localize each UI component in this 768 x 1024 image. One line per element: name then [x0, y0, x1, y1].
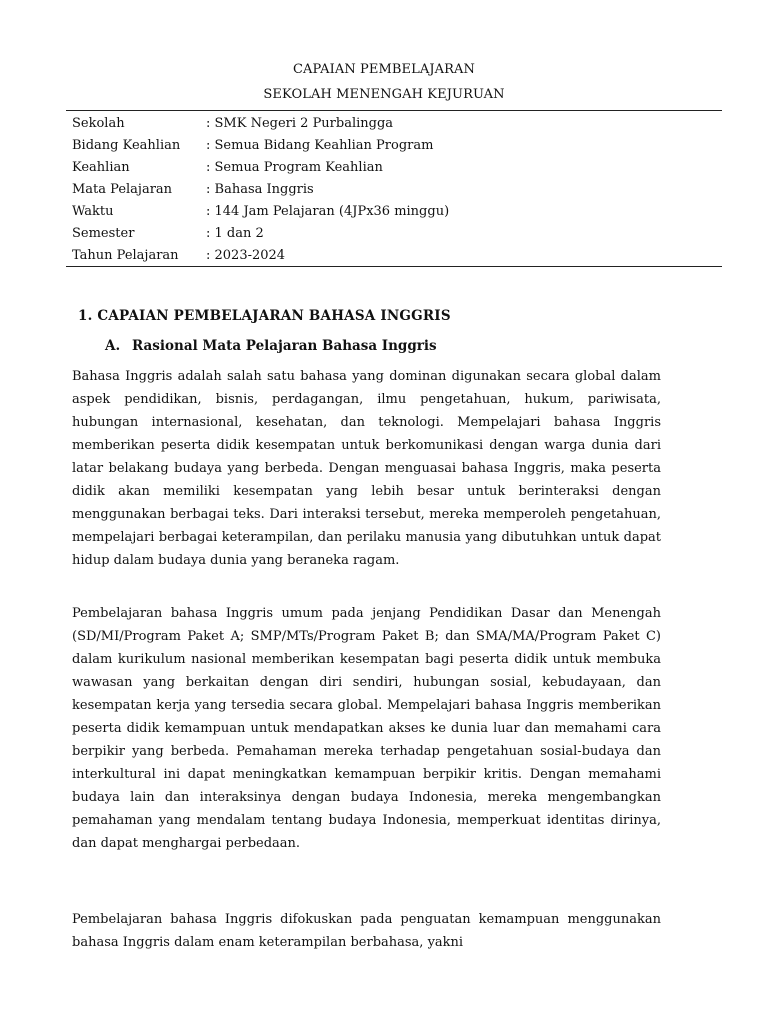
- info-table: [72, 113, 712, 267]
- table-row: [72, 223, 712, 245]
- subsection-heading: [105, 338, 437, 354]
- row-label: Bidang Keahlian: [72, 138, 181, 153]
- row-value: : Semua Bidang Keahlian Program: [206, 138, 434, 153]
- row-value: : 144 Jam Pelajaran (4JPx36 minggu): [206, 204, 450, 219]
- table-row: [72, 113, 712, 135]
- table-row: [72, 157, 712, 179]
- document-subtitle: SEKOLAH MENENGAH KEJURUAN: [263, 87, 505, 102]
- row-value: : 2023-2024: [206, 248, 286, 263]
- row-label: Semester: [72, 226, 135, 241]
- table-row: [72, 135, 712, 157]
- table-top-rule: [66, 110, 722, 111]
- paragraph-rationale-1: Bahasa Inggris adalah salah satu bahasa yang dominan digunakan secara global dalam aspek pendidikan, bisnis, perdagangan, ilmu pengetahuan, hukum, pariwisata, hubungan internasional, kesehatan, dan teknologi. Mempelajari bahasa Inggris memberikan peserta didik kesempatan untuk berkomunikasi dengan warga dunia dari latar belakang budaya yang berbeda. Dengan menguasai bahasa Inggris, maka peserta didik akan memiliki kesempatan yang lebih besar untuk berinteraksi dengan menggunakan berbagai teks. Dari interaksi tersebut, mereka memperoleh pengetahuan, mempelajari berbagai keterampilan, dan perilaku manusia yang dibutuhkan untuk dapat hidup dalam budaya dunia yang beraneka ragam.: [72, 369, 661, 568]
- row-label: Tahun Pelajaran: [72, 248, 179, 263]
- row-value: : Bahasa Inggris: [206, 182, 314, 197]
- row-label: Sekolah: [72, 116, 125, 131]
- table-bottom-rule: [66, 266, 722, 267]
- row-value: : Semua Program Keahlian: [206, 160, 383, 175]
- row-value: : SMK Negeri 2 Purbalingga: [206, 116, 394, 131]
- paragraph-rationale-3: Pembelajaran bahasa Inggris difokuskan pada penguatan kemampuan menggunakan bahasa Inggris dalam enam keterampilan berbahasa, yakni: [72, 912, 661, 950]
- row-label: Mata Pelajaran: [72, 182, 173, 197]
- subsection-letter: A.: [105, 338, 121, 354]
- document-title: CAPAIAN PEMBELAJARAN: [292, 62, 476, 77]
- subsection-title: Rasional Mata Pelajaran Bahasa Inggris: [132, 338, 437, 354]
- section-heading: 1. CAPAIAN PEMBELAJARAN BAHASA INGGRIS: [78, 308, 451, 324]
- paragraph-rationale-2: Pembelajaran bahasa Inggris umum pada jenjang Pendidikan Dasar dan Menengah (SD/MI/Program Paket A; SMP/MTs/Program Paket B; dan SMA/MA/Program Paket C) dalam kurikulum nasional memberikan kesempatan bagi peserta didik untuk membuka wawasan yang berkaitan dengan diri sendiri, hubungan sosial, kebudayaan, dan kesempatan kerja yang tersedia secara global. Mempelajari bahasa Inggris memberikan peserta didik kemampuan untuk mendapatkan akses ke dunia luar dan memahami cara berpikir yang berbeda. Pemahaman mereka terhadap pengetahuan sosial-budaya dan interkultural ini dapat meningkatkan kemampuan berpikir kritis. Dengan memahami budaya lain dan interaksinya dengan budaya Indonesia, mereka mengembangkan pemahaman yang mendalam tentang budaya Indonesia, memperkuat identitas dirinya, dan dapat menghargai perbedaan.: [72, 606, 661, 851]
- table-row: [72, 201, 712, 223]
- table-row: [72, 245, 712, 267]
- row-label: Waktu: [72, 204, 114, 219]
- row-label: Keahlian: [72, 160, 130, 175]
- table-row: [72, 179, 712, 201]
- row-value: : 1 dan 2: [206, 226, 264, 241]
